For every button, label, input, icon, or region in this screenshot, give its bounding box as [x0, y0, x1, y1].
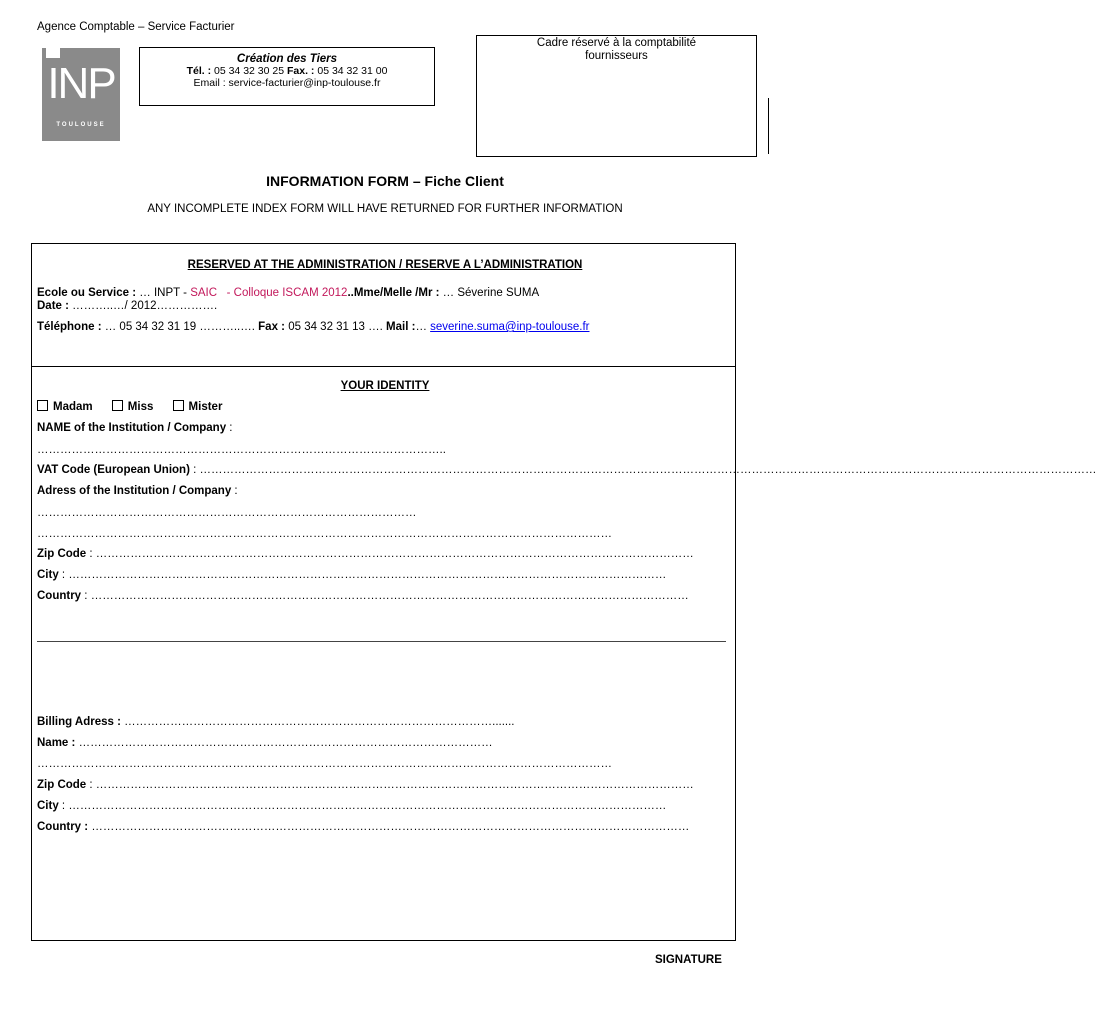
billing-name-dots: ……………………………………………………………………………………………… [78, 737, 493, 749]
institution-name-field[interactable]: …………………………………………………………………………………………….. [37, 444, 446, 456]
logo-subtext: TOULOUSE [56, 122, 106, 128]
adress-field-2[interactable]: …………………………………………………………………………………………………………………………………… [37, 528, 612, 540]
contact-title: Création des Tiers [236, 53, 338, 65]
phone-row [37, 321, 589, 333]
separator-rule [37, 641, 726, 642]
admin-fax-value: 05 34 32 31 13 …. [288, 321, 383, 333]
billing-dots: ……………………………………………………………………………………....... [124, 716, 515, 728]
city-row[interactable] [37, 569, 723, 581]
billing-zip-dots: ………………………………………………………………………………………………………………………………………… [95, 779, 694, 791]
zip-colon: : [86, 548, 96, 560]
billing-address-field[interactable]: …………………………………………………………………………………………………………………………………… [37, 758, 612, 770]
mister-option[interactable] [173, 401, 223, 413]
title-options-row [37, 400, 222, 413]
adress-row [37, 485, 238, 497]
billing-country-dots: ………………………………………………………………………………………………………………………………………… [91, 821, 690, 833]
form-title: INFORMATION FORM – Fiche Client [266, 173, 504, 189]
adress-field-1[interactable]: ……………………………………………………………………………………… [37, 507, 417, 519]
institution-name-label: NAME of the Institution / Company [37, 422, 227, 434]
country-dots: ………………………………………………………………………………………………………………………………………… [90, 590, 689, 602]
section-divider [32, 366, 735, 367]
country-row[interactable] [37, 590, 725, 602]
ecole-label: Ecole ou Service : [37, 287, 137, 299]
miss-checkbox[interactable] [112, 400, 123, 411]
billing-country-row[interactable] [37, 821, 725, 833]
ecole-saic: SAIC [190, 287, 218, 299]
billing-city-dots: ………………………………………………………………………………………………………………………………………… [68, 800, 667, 812]
accounting-reserved-label: Cadre réservé à la comptabilité fournisseurs [536, 37, 697, 62]
country-label: Country [37, 590, 82, 602]
admin-tel-label: Téléphone : [37, 321, 102, 333]
logo-bar [46, 48, 60, 58]
country-colon: : [81, 590, 91, 602]
admin-fax-label: Fax : [258, 321, 285, 333]
ecole-colloque: - Colloque ISCAM 2012 [226, 287, 348, 299]
fax-value: 05 34 32 31 00 [317, 65, 388, 77]
tel-value: 05 34 32 30 25 [214, 65, 285, 77]
miss-label: Miss [127, 401, 154, 413]
ecole-pre: … INPT - [139, 287, 191, 299]
zip-label: Zip Code [37, 548, 87, 560]
admin-mail-label: Mail : [386, 321, 416, 333]
miss-option[interactable] [112, 401, 154, 413]
institution-name-colon: : [226, 422, 233, 434]
contact-phone-line [140, 65, 434, 77]
date-label: Date : [37, 300, 69, 312]
madam-option[interactable] [37, 401, 93, 413]
madam-checkbox[interactable] [37, 400, 48, 411]
billing-zip-colon: : [86, 779, 96, 791]
adress-colon: : [231, 485, 238, 497]
city-label: City [37, 569, 59, 581]
vat-row[interactable] [37, 464, 1097, 476]
fax-label: Fax. : [287, 65, 315, 77]
date-row [37, 300, 217, 312]
agency-header: Agence Comptable – Service Facturier [37, 21, 235, 33]
billing-city-label: City [37, 800, 59, 812]
zip-row[interactable] [37, 548, 727, 560]
identity-heading: YOUR IDENTITY [340, 380, 430, 392]
institution-name-row [37, 422, 233, 434]
city-dots: ………………………………………………………………………………………………………………………………………… [68, 569, 667, 581]
billing-zip-row[interactable] [37, 779, 727, 791]
admin-tel-value: … 05 34 32 31 19 ………..…. [104, 321, 255, 333]
form-subtitle: ANY INCOMPLETE INDEX FORM WILL HAVE RETURNED FOR FURTHER INFORMATION [147, 203, 623, 215]
billing-label: Billing Adress : [37, 716, 121, 728]
mister-checkbox[interactable] [173, 400, 184, 411]
admin-mail-pre: … [415, 321, 427, 333]
mme-value: … Séverine SUMA [442, 287, 540, 299]
billing-name-label: Name : [37, 737, 76, 749]
billing-name-row[interactable] [37, 737, 562, 749]
inp-logo [42, 48, 120, 141]
zip-dots: ………………………………………………………………………………………………………………………………………… [95, 548, 694, 560]
signature-label: SIGNATURE [655, 954, 722, 966]
tel-label: Tél. : [186, 65, 212, 77]
city-colon: : [58, 569, 69, 581]
accounting-reserved-box [476, 35, 757, 157]
contact-box [139, 47, 435, 106]
logo-text: INP [47, 59, 115, 108]
admin-heading: RESERVED AT THE ADMINISTRATION / RESERVE A L’ADMINISTRATION [187, 259, 583, 271]
admin-mail-link[interactable]: severine.suma@inp-toulouse.fr [430, 321, 590, 333]
adress-label: Adress of the Institution / Company [37, 485, 232, 497]
contact-email: Email : service-facturier@inp-toulouse.fr [193, 77, 381, 89]
vat-colon: : [189, 464, 200, 476]
billing-city-colon: : [58, 800, 69, 812]
billing-zip-label: Zip Code [37, 779, 87, 791]
date-value: ………..…/ 2012……………. [72, 300, 218, 312]
madam-label: Madam [53, 401, 93, 413]
vat-dots: ……………………………………………………………………………………………………………………………………………………………………………………………………………… [199, 464, 1097, 476]
mister-label: Mister [188, 401, 223, 413]
margin-line [768, 98, 769, 154]
billing-country-label: Country : [37, 821, 89, 833]
billing-city-row[interactable] [37, 800, 723, 812]
vat-label: VAT Code (European Union) [37, 464, 190, 476]
mme-label: ..Mme/Melle /Mr : [347, 287, 440, 299]
billing-row[interactable] [37, 716, 627, 728]
ecole-row [37, 287, 539, 299]
